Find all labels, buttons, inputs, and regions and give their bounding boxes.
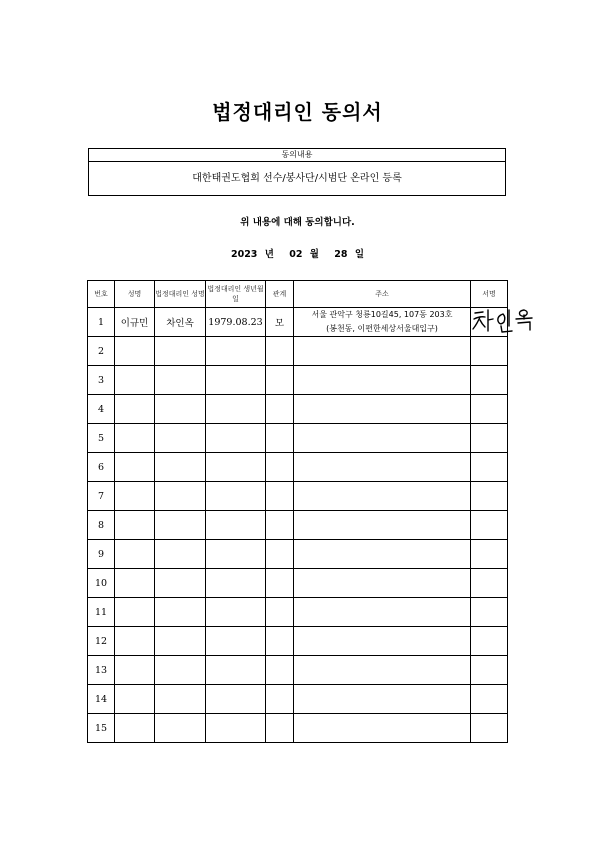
row-number: 6 bbox=[88, 453, 115, 482]
table-row bbox=[88, 540, 508, 569]
row-number: 3 bbox=[88, 366, 115, 395]
consent-box bbox=[88, 148, 506, 196]
date-day: 28 bbox=[334, 249, 348, 260]
consent-content: 대한태권도협회 선수/봉사단/시범단 온라인 등록 bbox=[192, 173, 402, 184]
table-row bbox=[88, 714, 508, 743]
table-row bbox=[88, 569, 508, 598]
row-number: 10 bbox=[88, 569, 115, 598]
address bbox=[294, 308, 471, 337]
row-number: 11 bbox=[88, 598, 115, 627]
date-year-unit: 년 bbox=[264, 249, 274, 260]
row-number: 15 bbox=[88, 714, 115, 743]
table-row bbox=[88, 337, 508, 366]
row-number: 14 bbox=[88, 685, 115, 714]
guardian-name: 차인옥 bbox=[155, 308, 206, 337]
address-line1: 서울 관악구 청룡10길45, 107동 203호 bbox=[311, 310, 453, 319]
header-signature: 서명 bbox=[471, 281, 508, 308]
table-row bbox=[88, 424, 508, 453]
signing-date bbox=[0, 246, 595, 260]
row-number: 5 bbox=[88, 424, 115, 453]
signature-cell bbox=[471, 308, 508, 337]
header-guardian-birth: 법정대리인 생년월일 bbox=[206, 281, 266, 308]
row-number: 1 bbox=[88, 308, 115, 337]
guardian-birthdate: 1979.08.23 bbox=[206, 308, 266, 337]
row-number: 4 bbox=[88, 395, 115, 424]
date-year: 2023 bbox=[230, 249, 258, 260]
table-row bbox=[88, 656, 508, 685]
row-number: 7 bbox=[88, 482, 115, 511]
table-row bbox=[88, 598, 508, 627]
table-row bbox=[88, 627, 508, 656]
table-row bbox=[88, 395, 508, 424]
table-row bbox=[88, 482, 508, 511]
header-address: 주소 bbox=[294, 281, 471, 308]
table-row bbox=[88, 453, 508, 482]
student-name: 이규민 bbox=[115, 308, 155, 337]
document-title: 법정대리인 동의서 bbox=[212, 100, 383, 124]
row-number: 13 bbox=[88, 656, 115, 685]
table-row bbox=[88, 511, 508, 540]
header-no: 번호 bbox=[88, 281, 115, 308]
row-number: 2 bbox=[88, 337, 115, 366]
date-month-unit: 월 bbox=[309, 249, 319, 260]
header-name: 성명 bbox=[115, 281, 155, 308]
table-row bbox=[88, 685, 508, 714]
relation: 모 bbox=[266, 308, 294, 337]
row-number: 12 bbox=[88, 627, 115, 656]
header-guardian-name: 법정대리인 성명 bbox=[155, 281, 206, 308]
date-month: 02 bbox=[289, 249, 303, 260]
row-number: 9 bbox=[88, 540, 115, 569]
guardian-table bbox=[87, 280, 508, 743]
date-day-unit: 일 bbox=[354, 249, 365, 260]
consent-header: 동의내용 bbox=[89, 149, 505, 162]
agreement-statement: 위 내용에 대해 동의합니다. bbox=[240, 217, 355, 228]
header-relation: 관계 bbox=[266, 281, 294, 308]
table-row bbox=[88, 308, 508, 337]
row-number: 8 bbox=[88, 511, 115, 540]
address-line2: (봉천동, 이편한세상서울대입구) bbox=[326, 324, 438, 333]
table-row bbox=[88, 366, 508, 395]
handwritten-signature bbox=[471, 304, 543, 338]
table-header-row bbox=[88, 281, 508, 308]
